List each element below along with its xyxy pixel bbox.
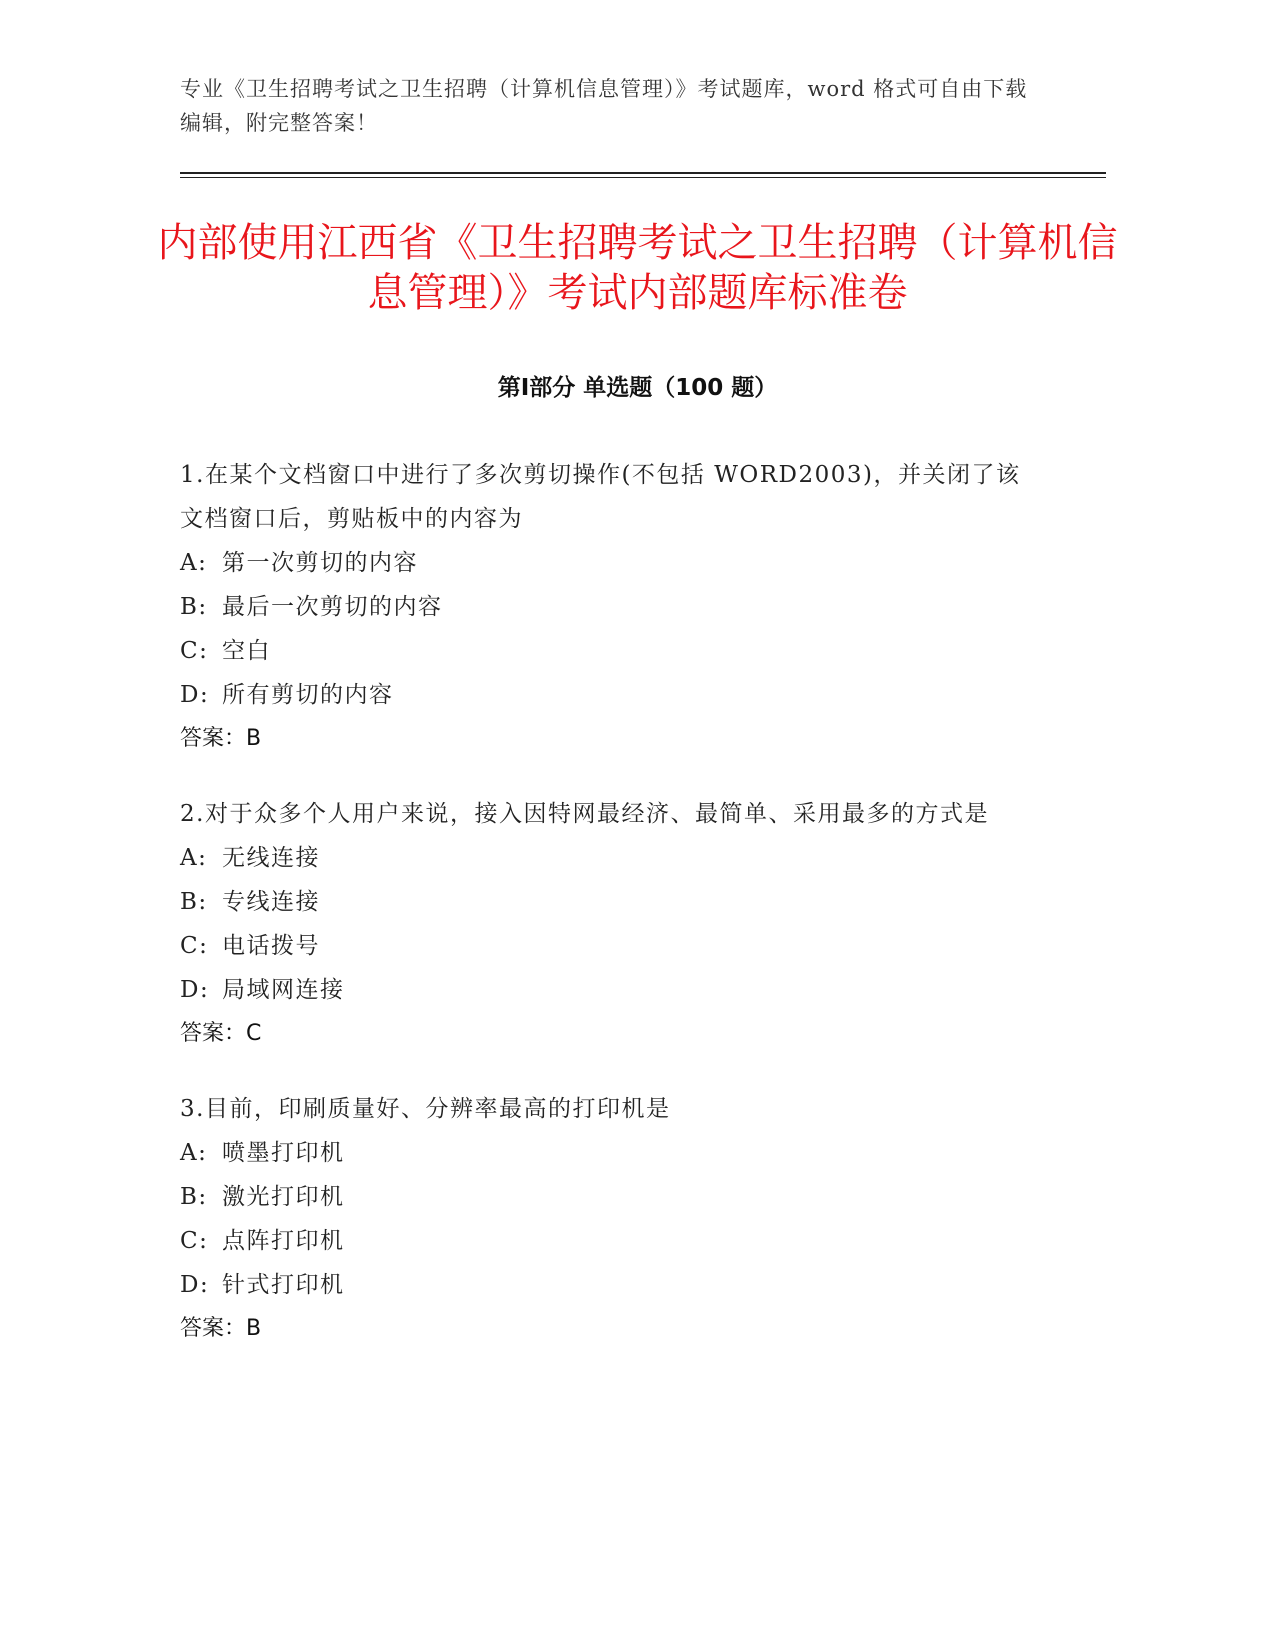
option-d (180, 1263, 1030, 1307)
answer-label: 答案： (180, 726, 247, 751)
option-text: 专线连接 (222, 889, 320, 915)
answer-value: C (246, 1021, 262, 1046)
answer-value: B (246, 1316, 262, 1341)
option-text: 点阵打印机 (222, 1228, 345, 1254)
option-key: C: (180, 933, 209, 959)
question-stem: 3.目前，印刷质量好、分辨率最高的打印机是 (180, 1096, 671, 1122)
option-b (180, 1175, 1030, 1219)
option-text: 所有剪切的内容 (222, 682, 394, 708)
option-text: 最后一次剪切的内容 (222, 594, 443, 620)
answer-label: 答案： (180, 1021, 247, 1046)
header-rule-thick (180, 172, 1106, 174)
option-text: 激光打印机 (222, 1184, 345, 1210)
question-2 (180, 792, 1030, 1056)
option-key: B: (180, 1184, 208, 1210)
option-key: D: (180, 977, 210, 1003)
answer-label: 答案： (180, 1316, 247, 1341)
question-list (180, 453, 1030, 1382)
option-b (180, 880, 1030, 924)
answer-line (180, 1012, 1030, 1056)
option-c (180, 629, 1030, 673)
option-text: 第一次剪切的内容 (222, 550, 418, 576)
section-heading: 第Ⅰ部分 单选题（100 题） (497, 375, 778, 401)
option-text: 无线连接 (222, 845, 320, 871)
option-key: A: (180, 550, 208, 576)
option-text: 局域网连接 (222, 977, 345, 1003)
option-key: D: (180, 682, 210, 708)
question-stem: 2.对于众多个人用户来说，接入因特网最经济、最简单、采用最多的方式是 (180, 801, 989, 827)
option-key: D: (180, 1272, 210, 1298)
document-title: 内部使用江西省《卫生招聘考试之卫生招聘（计算机信息管理）》考试内部题库标准卷 (157, 220, 1118, 316)
question-1 (180, 453, 1030, 761)
option-key: B: (180, 889, 208, 915)
option-d (180, 673, 1030, 717)
option-a (180, 1131, 1030, 1175)
option-text: 针式打印机 (222, 1272, 345, 1298)
answer-value: B (246, 726, 262, 751)
answer-line (180, 717, 1030, 761)
question-stem: 1.在某个文档窗口中进行了多次剪切操作(不包括 WORD2003)，并关闭了该文档窗口后，剪贴板中的内容为 (180, 462, 1021, 532)
question-3 (180, 1087, 1030, 1351)
answer-line (180, 1307, 1030, 1351)
option-key: B: (180, 594, 208, 620)
option-key: C: (180, 638, 209, 664)
header-rule-thin (180, 177, 1106, 178)
option-c (180, 924, 1030, 968)
option-d (180, 968, 1030, 1012)
option-text: 空白 (222, 638, 271, 664)
option-text: 喷墨打印机 (222, 1140, 345, 1166)
option-b (180, 585, 1030, 629)
option-key: A: (180, 845, 208, 871)
option-a (180, 836, 1030, 880)
option-text: 电话拨号 (222, 933, 320, 959)
option-key: A: (180, 1140, 208, 1166)
header-note: 专业《卫生招聘考试之卫生招聘（计算机信息管理）》考试题库，word 格式可自由下载编辑，附完整答案！ (180, 77, 1028, 135)
option-a (180, 541, 1030, 585)
option-c (180, 1219, 1030, 1263)
option-key: C: (180, 1228, 209, 1254)
